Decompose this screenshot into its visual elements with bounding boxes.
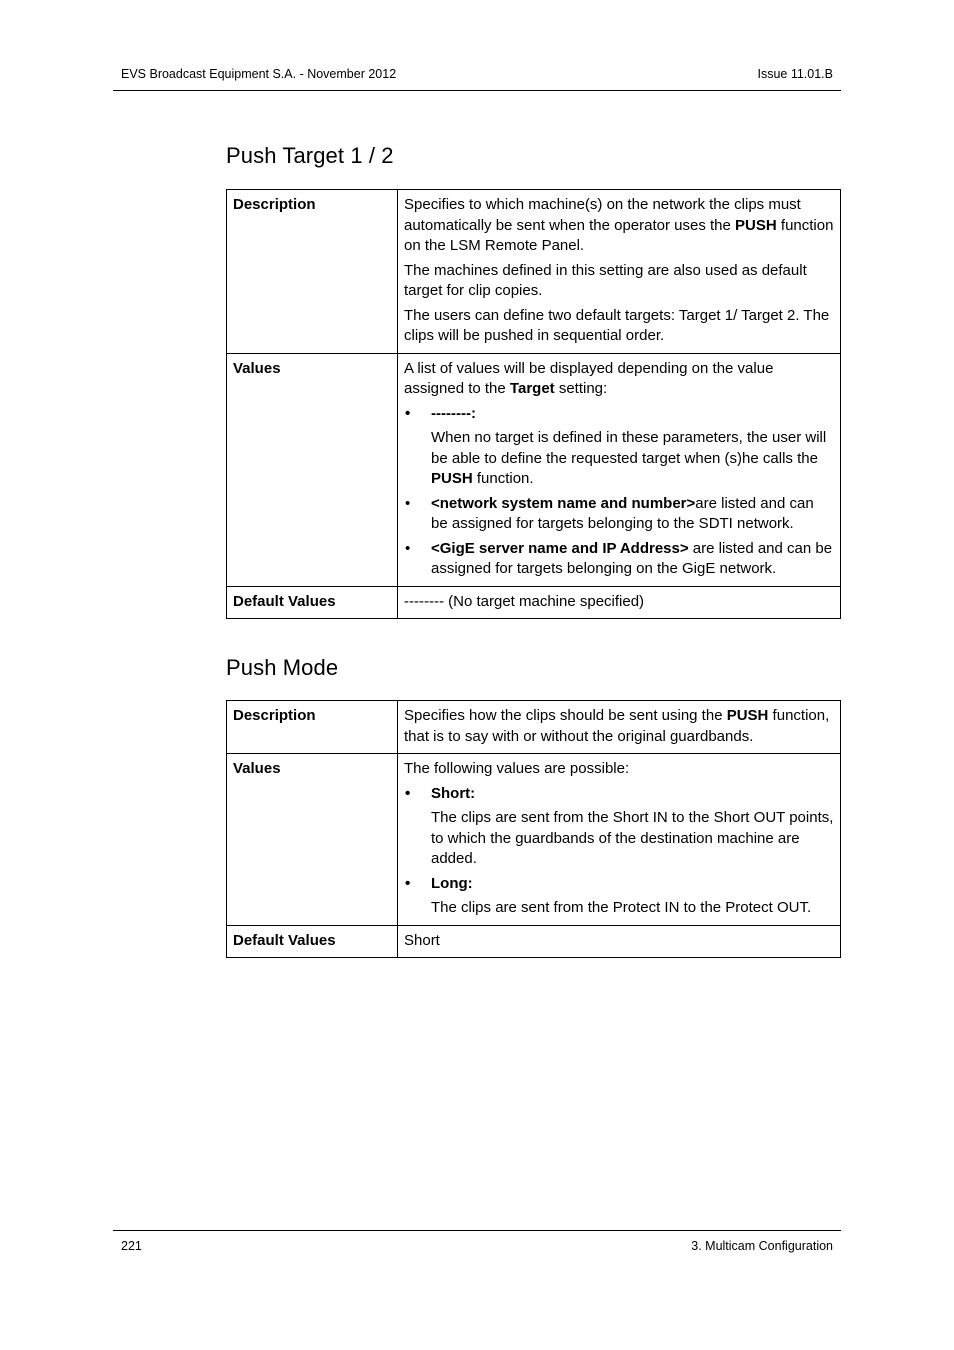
row-label-description: Description <box>227 701 398 754</box>
text: setting: <box>554 380 608 397</box>
description-paragraph <box>404 195 834 257</box>
values-intro <box>404 359 834 400</box>
bullet-description <box>404 428 834 490</box>
text: are listed and can be assigned for targets belonging to the SDTI network. <box>431 494 814 532</box>
page-number: 221 <box>121 1239 142 1253</box>
text: function. <box>472 470 534 487</box>
text: Specifies to which machine(s) on the network the clips must automatically be sent when the operator uses the <box>404 196 801 234</box>
table-row <box>227 586 841 619</box>
bold-text: <GigE server name and IP Address> <box>431 539 689 557</box>
row-label-values: Values <box>227 754 398 926</box>
table-row <box>227 353 841 586</box>
push-mode-table <box>226 700 841 958</box>
section-title-push-mode: Push Mode <box>226 655 339 680</box>
bullet-item: • Long: <box>404 874 834 895</box>
description-paragraph <box>404 706 834 747</box>
bold-text: PUSH <box>735 216 777 234</box>
table-row <box>227 925 841 958</box>
text: When no target is defined in these parameters, the user will be able to define the requested target when (s)he calls the <box>431 429 827 467</box>
row-content-default: Short <box>398 925 841 958</box>
table-row <box>227 190 841 354</box>
text: function, that is to say with or without the original guardbands. <box>404 707 830 745</box>
values-intro: The following values are possible: <box>404 760 630 777</box>
header-publisher: EVS Broadcast Equipment S.A. - November 2012 <box>121 67 397 81</box>
page-header <box>113 64 841 91</box>
row-content-values <box>398 754 841 926</box>
bullet-description: The clips are sent from the Protect IN to the Protect OUT. <box>431 899 812 916</box>
row-content-values <box>398 353 841 586</box>
bold-text: PUSH <box>726 707 769 724</box>
text: Specifies how the clips should be sent using the <box>404 707 727 724</box>
table-row <box>227 701 841 754</box>
row-label-default: Default Values <box>227 925 398 958</box>
bullet-item <box>404 494 834 535</box>
section-title-push-target: Push Target 1 / 2 <box>226 143 394 168</box>
row-label-description: Description <box>227 190 398 354</box>
row-label-default: Default Values <box>227 586 398 619</box>
header-issue: Issue 11.01.B <box>757 67 833 81</box>
row-content-default: -------- (No target machine specified) <box>398 586 841 619</box>
table-row <box>227 754 841 926</box>
bullet-item: • --------: <box>404 404 834 425</box>
bullet-item: • Short: <box>404 784 834 805</box>
bullet-item <box>404 539 834 580</box>
text: function on the LSM Remote Panel. <box>404 216 834 254</box>
row-content-description <box>398 701 841 754</box>
push-target-table <box>226 189 841 619</box>
bold-text: <network system name and number> <box>431 494 696 512</box>
description-paragraph: The machines defined in this setting are also used as default target for clip copies. <box>404 261 807 299</box>
chapter-title: 3. Multicam Configuration <box>691 1239 833 1253</box>
bullet-description: The clips are sent from the Short IN to the Short OUT points, to which the guardbands of the destination machine are added. <box>431 809 834 867</box>
bold-text: Target <box>509 380 555 397</box>
row-label-values: Values <box>227 353 398 586</box>
row-content-description <box>398 190 841 354</box>
text: A list of values will be displayed depending on the value assigned to the <box>404 359 774 397</box>
bold-text: PUSH <box>431 470 473 487</box>
description-paragraph: The users can define two default targets: Target 1/ Target 2. The clips will be pushed in sequential order. <box>404 306 830 344</box>
text: are listed and can be assigned for targets belonging on the GigE network. <box>431 539 833 577</box>
page-footer <box>113 1230 841 1253</box>
